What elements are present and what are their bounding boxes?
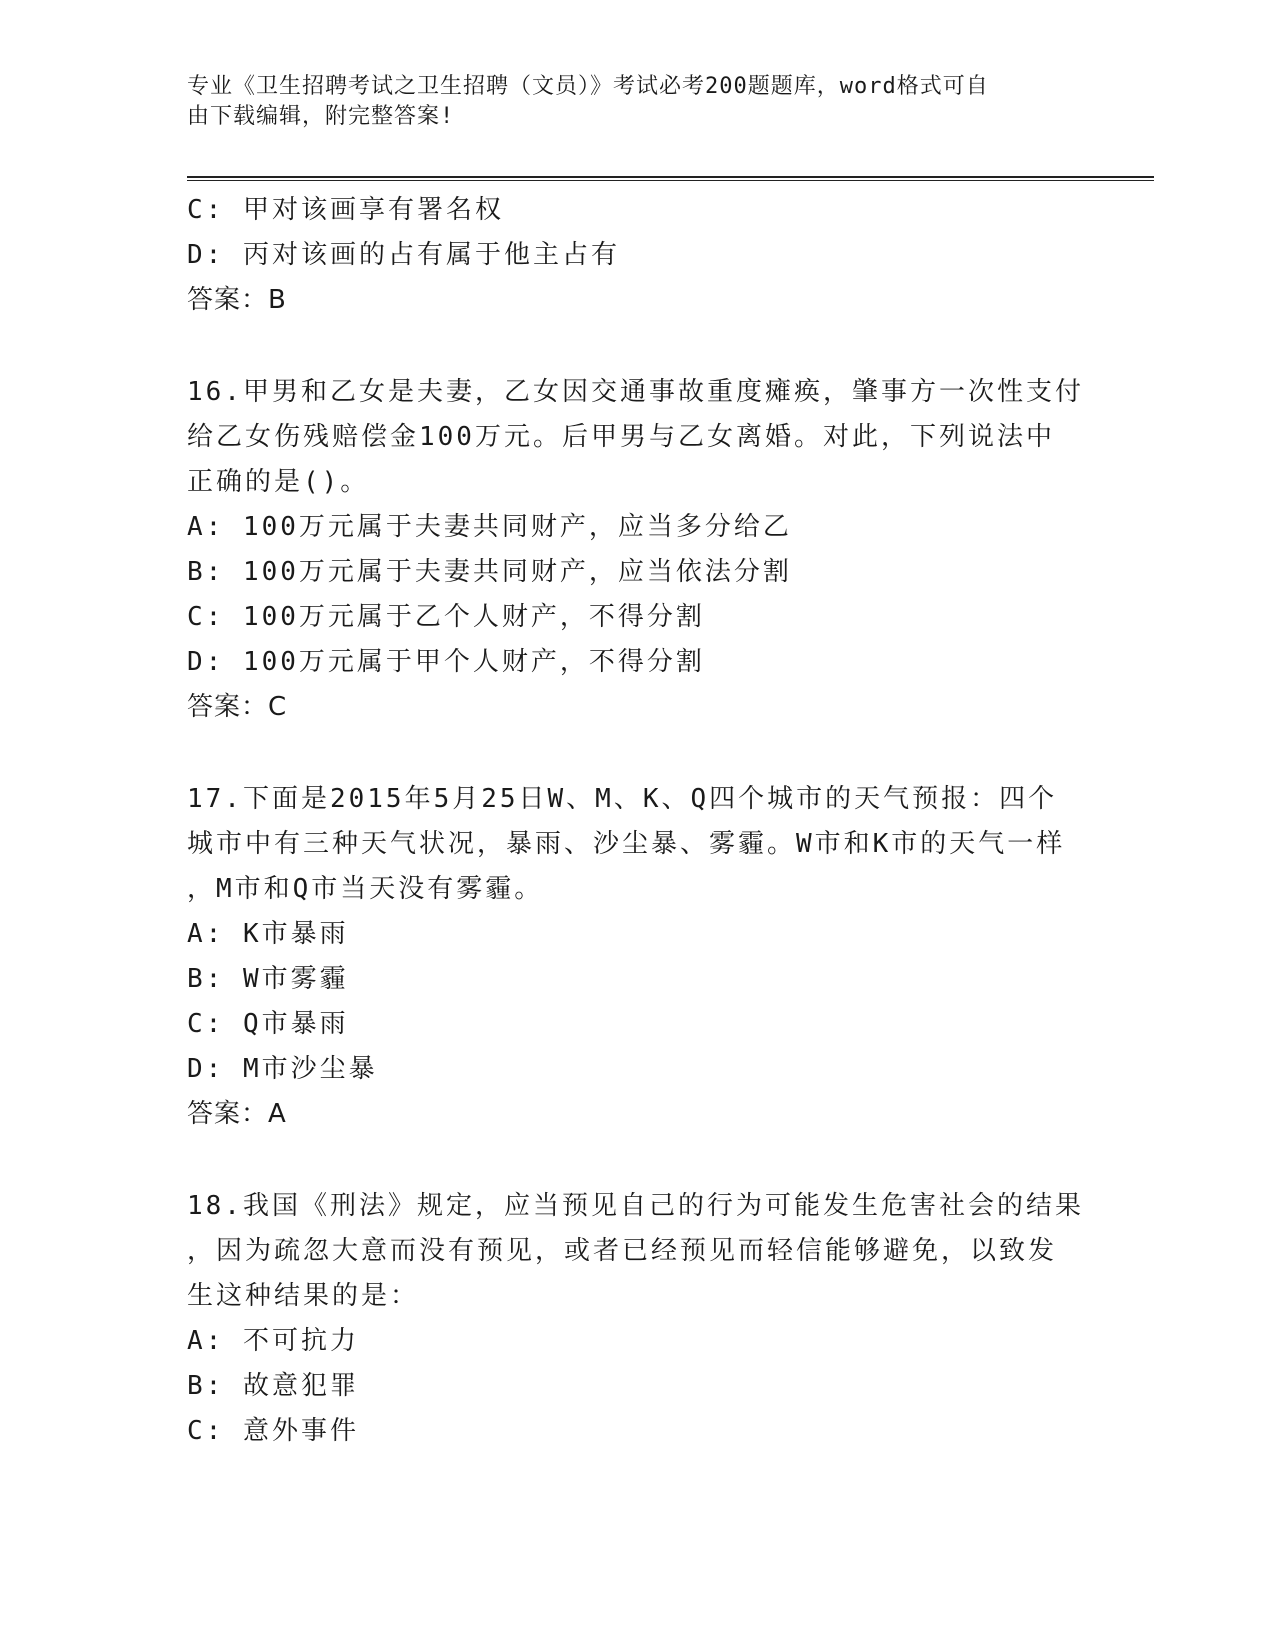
question-stem-line: ，M市和Q市当天没有雾霾。 <box>187 874 544 904</box>
question-stem-line: 生这种结果的是： <box>187 1281 420 1311</box>
option-a: A: 不可抗力 <box>187 1326 359 1356</box>
option-d: D: 丙对该画的占有属于他主占有 <box>187 240 620 270</box>
option-b: B: 故意犯罪 <box>187 1371 359 1401</box>
option-c: C: 甲对该画享有署名权 <box>187 195 504 225</box>
option-b: B: W市雾霾 <box>187 964 349 994</box>
question-16 <box>187 370 1087 730</box>
option-c: C: 意外事件 <box>187 1416 359 1446</box>
question-stem-line: 18.我国《刑法》规定，应当预见自己的行为可能发生危害社会的结果 <box>187 1191 1084 1221</box>
question-stem-line: ，因为疏忽大意而没有预见，或者已经预见而轻信能够避免，以致发 <box>187 1236 1058 1266</box>
answer-line: 答案：C <box>187 692 288 722</box>
question-stem-line: 16.甲男和乙女是夫妻，乙女因交通事故重度瘫痪，肇事方一次性支付 <box>187 377 1084 407</box>
option-a: A: 100万元属于夫妻共同财产，应当多分给乙 <box>187 512 792 542</box>
option-d: D: 100万元属于甲个人财产，不得分割 <box>187 647 705 677</box>
question-18 <box>187 1184 1087 1454</box>
spacer <box>187 1137 1087 1184</box>
question-stem-line: 给乙女伤残赔偿金100万元。后甲男与乙女离婚。对此，下列说法中 <box>187 422 1055 452</box>
question-content <box>187 188 1087 1454</box>
question-stem-line: 城市中有三种天气状况，暴雨、沙尘暴、雾霾。W市和K市的天气一样 <box>187 829 1066 859</box>
question-stem-line: 正确的是()。 <box>187 467 370 497</box>
spacer <box>187 323 1087 370</box>
header-divider <box>187 176 1154 181</box>
option-c: C: 100万元属于乙个人财产，不得分割 <box>187 602 705 632</box>
option-d: D: M市沙尘暴 <box>187 1054 378 1084</box>
question-stem-line: 17.下面是2015年5月25日W、M、K、Q四个城市的天气预报：四个 <box>187 784 1058 814</box>
option-b: B: 100万元属于夫妻共同财产，应当依法分割 <box>187 557 792 587</box>
header-line-1: 专业《卫生招聘考试之卫生招聘（文员）》考试必考200题题库，word格式可自 <box>187 74 989 99</box>
option-a: A: K市暴雨 <box>187 919 349 949</box>
answer-line: 答案：A <box>187 1099 287 1129</box>
header-line-2: 由下载编辑，附完整答案! <box>187 104 455 129</box>
spacer <box>187 730 1087 777</box>
option-c: C: Q市暴雨 <box>187 1009 349 1039</box>
answer-line: 答案：B <box>187 285 287 315</box>
document-header <box>187 72 1067 132</box>
previous-question-tail <box>187 188 1087 323</box>
question-17 <box>187 777 1087 1137</box>
